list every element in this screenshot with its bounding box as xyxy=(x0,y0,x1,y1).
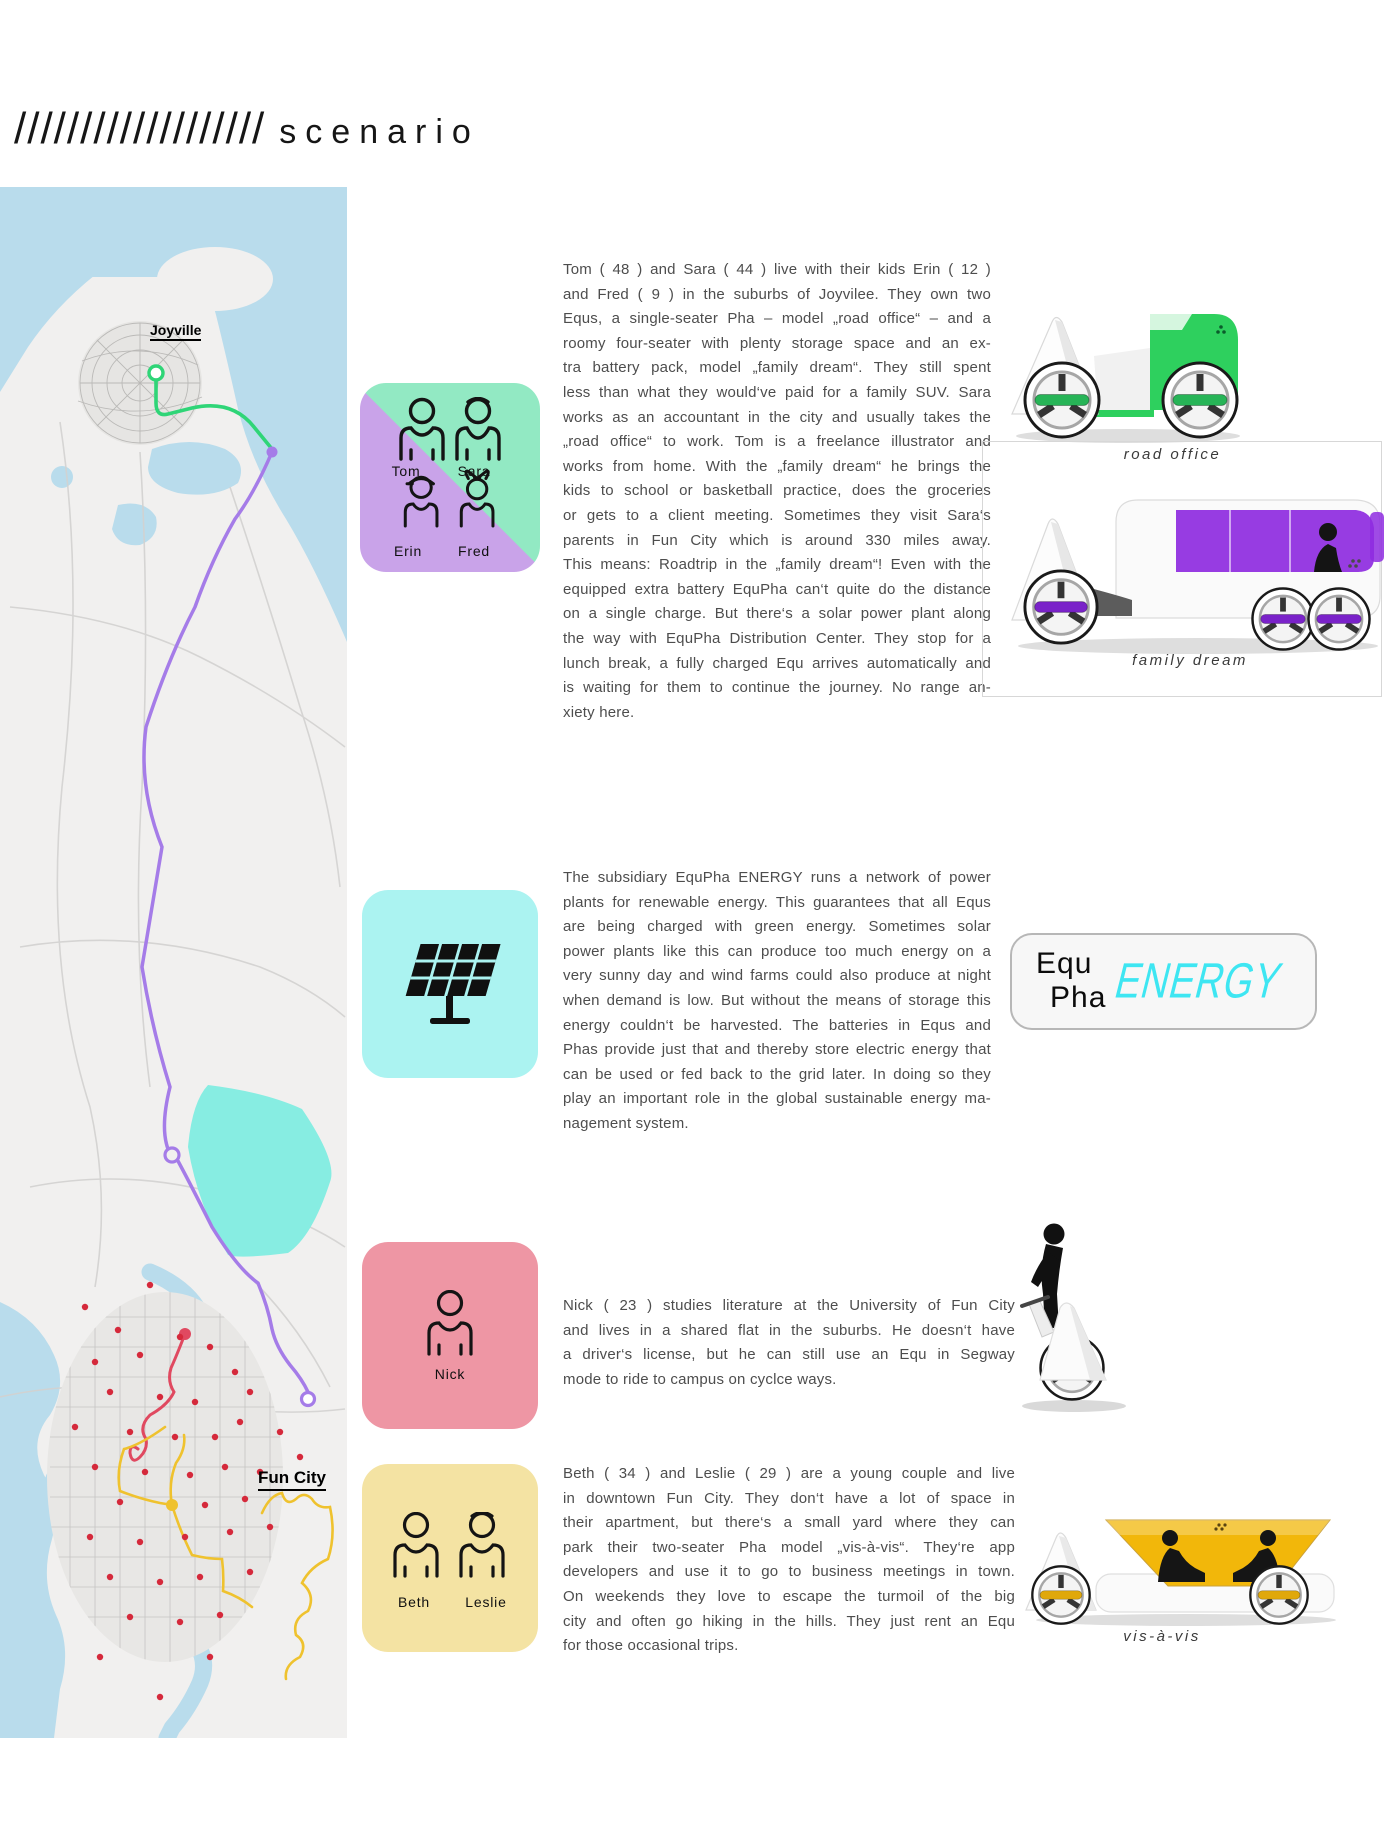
couple-paragraph: Beth ( 34 ) and Leslie ( 29 ) are a young couple and live in downtown Fun City. They don‘t have a lot of space in their apartment, but there‘s a small yard where they can park their two-seater Pha model „vis-à-vis“. They‘re app developers and use it to go to business meetings in town. On weekends they love to escape the turmoil of the big city and often go hiking in the hills. They just rent an Equ for those occasional trips. xyxy=(563,1465,1015,1655)
couple-member-label: Leslie xyxy=(465,1594,507,1610)
family-member-label: Tom xyxy=(391,463,421,479)
funcity-purple-marker xyxy=(302,1393,315,1406)
nick-icon xyxy=(420,1290,480,1362)
couple-member-label: Beth xyxy=(398,1594,430,1610)
family-card xyxy=(360,383,540,572)
leslie-icon xyxy=(461,1513,503,1577)
couple-icons xyxy=(386,1512,514,1588)
nick-card xyxy=(362,1242,538,1429)
title-slashes: /////////////////// xyxy=(14,104,266,153)
energy-card xyxy=(362,890,538,1078)
logo-equ: Equ xyxy=(1036,947,1093,980)
logo-pha: Pha xyxy=(1050,981,1107,1014)
vis-a-vis-vehicle-image xyxy=(1018,1498,1358,1628)
family-member-label: Erin xyxy=(393,543,423,559)
couple-card xyxy=(362,1464,538,1652)
segway-equ-image xyxy=(1002,1208,1142,1418)
fred-icon xyxy=(461,471,493,526)
family-dream-window xyxy=(1176,510,1374,572)
family-dream-vehicle-image xyxy=(998,468,1390,658)
vis-a-vis-caption: vis-à-vis xyxy=(1123,1628,1201,1645)
equpha-energy-logo xyxy=(1010,933,1317,1030)
solar-panel-icon xyxy=(396,932,504,1036)
title-text: scenario xyxy=(279,113,480,151)
page-title xyxy=(14,104,480,154)
yellow-marker xyxy=(166,1499,178,1511)
route-map xyxy=(0,187,347,1738)
transfer-marker xyxy=(267,447,278,458)
erin-icon xyxy=(405,477,437,526)
beth-icon xyxy=(395,1514,437,1577)
joyville-marker xyxy=(149,366,163,380)
family-member-label: Fred xyxy=(458,543,490,559)
sara-icon xyxy=(457,399,499,460)
nick-paragraph: Nick ( 23 ) studies literature at the University of Fun City and lives in a shared flat in the suburbs. He doesn‘t have a driver‘s license, but he can still use an Equ in Segway mode to ride to campus on cyclce ways. xyxy=(563,1297,1015,1388)
nick-label: Nick xyxy=(434,1366,466,1382)
road-office-caption: road office xyxy=(1123,446,1222,463)
map-label-funcity: Fun City xyxy=(258,1468,326,1491)
energy-paragraph: The subsidiary EquPha ENERGY runs a network of power plants for renewable energy. This guarantees that all Equs are being charged with green energy. Sometimes solar power plants like this can produce too much energy on a very sunny day and wind farms could also produce at night when demand is low. But without the means of storage this energy couldn‘t be harvested. The batteries in Equs and Phas provide just that and thereby store electric energy that can be used or fed back to the grid later. In doing so they play an important role in the global sustainable energy ma- nagement system. xyxy=(563,869,991,1132)
family-dream-caption: family dream xyxy=(1132,652,1248,669)
family-member-label: Sara xyxy=(457,463,491,479)
map-label-joyville: Joyville xyxy=(150,322,201,341)
family-paragraph: Tom ( 48 ) and Sara ( 44 ) live with their kids Erin ( 12 ) and Fred ( 9 ) in the suburbs of Joyvilee. They own two Equs, a single-seater Pha – model „road office“ – and a roomy four-seater with plenty storage space and an ex- tra battery pack, model „family dream“. They still spent less than what they would‘ve paid for a family SUV. Sara works as an accountant in the city and usually takes the „road office“ to work. Tom is a freelance illustrator and works from home. With the „family dream“ he brings the kids to school or basketball practice, does the groceries or gets to a client meeting. Sometimes they visit Sara‘s parents in Fun City which is around 330 miles away. This means: Roadtrip in the „family dream“! Even with the equipped extra battery EquPha can‘t quite do the distance on a single charge. But there‘s a solar power plant along the way with EquPha Distribution Center. They stop for a lunch break, a fully charged Equ arrives automatically and is waiting for them to continue the journey. No range an- xiety here. xyxy=(563,261,991,721)
logo-energy-word: ENERGY xyxy=(1109,952,1288,1009)
road-office-vehicle-image xyxy=(1000,296,1262,448)
tom-icon xyxy=(401,400,443,460)
